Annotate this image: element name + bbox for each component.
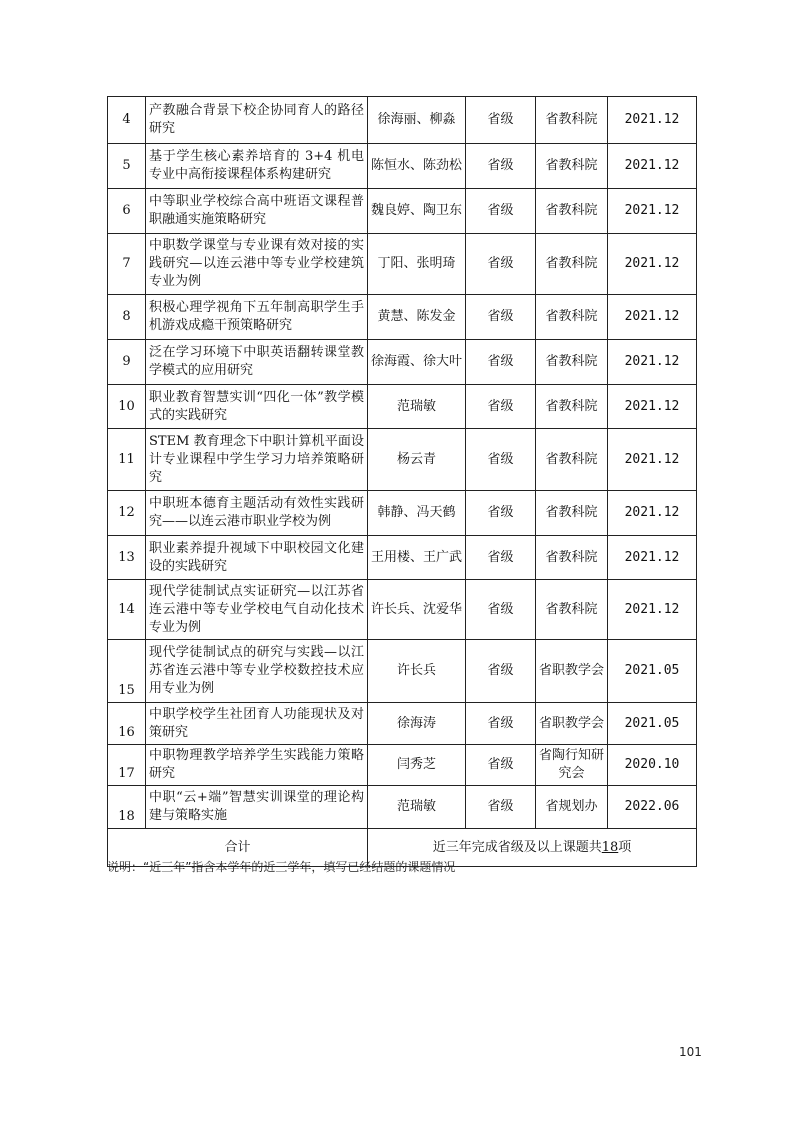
row-date: 2022.06 bbox=[608, 786, 697, 829]
row-people: 徐海霞、徐大叶 bbox=[368, 340, 466, 385]
summary-label: 合计 bbox=[108, 829, 368, 867]
row-title: 现代学徒制试点实证研究—以江苏省连云港中等专业学校电气自动化技术专业为例 bbox=[146, 580, 368, 640]
row-people: 黄慧、陈发金 bbox=[368, 295, 466, 340]
row-date: 2021.05 bbox=[608, 703, 697, 745]
row-org: 省教科院 bbox=[536, 385, 608, 429]
table-row bbox=[108, 340, 697, 385]
row-people: 许长兵 bbox=[368, 640, 466, 703]
table-row bbox=[108, 189, 697, 234]
row-date: 2021.12 bbox=[608, 97, 697, 144]
row-number: 5 bbox=[108, 144, 146, 189]
row-people: 徐海涛 bbox=[368, 703, 466, 745]
summary-text-after: 项 bbox=[618, 839, 632, 855]
row-title: 职业素养提升视域下中职校园文化建设的实践研究 bbox=[146, 536, 368, 580]
table-row bbox=[108, 144, 697, 189]
row-people: 徐海丽、柳淼 bbox=[368, 97, 466, 144]
page-number: 101 bbox=[679, 1045, 702, 1059]
row-org: 省教科院 bbox=[536, 189, 608, 234]
row-level: 省级 bbox=[466, 580, 536, 640]
row-date: 2021.12 bbox=[608, 536, 697, 580]
row-number: 13 bbox=[108, 536, 146, 580]
row-date: 2021.12 bbox=[608, 144, 697, 189]
table-row bbox=[108, 234, 697, 295]
row-number: 10 bbox=[108, 385, 146, 429]
row-org: 省教科院 bbox=[536, 429, 608, 491]
row-number: 15 bbox=[108, 640, 146, 703]
table-row bbox=[108, 429, 697, 491]
row-level: 省级 bbox=[466, 295, 536, 340]
row-people: 丁阳、张明琦 bbox=[368, 234, 466, 295]
row-people: 范瑞敏 bbox=[368, 385, 466, 429]
row-people: 魏良婷、陶卫东 bbox=[368, 189, 466, 234]
row-org: 省教科院 bbox=[536, 97, 608, 144]
row-number: 17 bbox=[108, 745, 146, 786]
row-level: 省级 bbox=[466, 786, 536, 829]
row-date: 2021.12 bbox=[608, 580, 697, 640]
row-title: 现代学徒制试点的研究与实践—以江苏省连云港中等专业学校数控技术应用专业为例 bbox=[146, 640, 368, 703]
row-number: 14 bbox=[108, 580, 146, 640]
row-level: 省级 bbox=[466, 536, 536, 580]
row-title: 中职学校学生社团育人功能现状及对策研究 bbox=[146, 703, 368, 745]
row-title: 泛在学习环境下中职英语翻转课堂教学模式的应用研究 bbox=[146, 340, 368, 385]
row-number: 4 bbox=[108, 97, 146, 144]
row-org: 省教科院 bbox=[536, 340, 608, 385]
row-org: 省教科院 bbox=[536, 580, 608, 640]
row-number: 16 bbox=[108, 703, 146, 745]
summary-count: 18 bbox=[601, 839, 619, 855]
row-people: 陈恒水、陈劲松 bbox=[368, 144, 466, 189]
row-level: 省级 bbox=[466, 385, 536, 429]
row-level: 省级 bbox=[466, 640, 536, 703]
row-org: 省教科院 bbox=[536, 536, 608, 580]
row-date: 2021.12 bbox=[608, 340, 697, 385]
row-title: 中职数学课堂与专业课有效对接的实践研究—以连云港中等专业学校建筑专业为例 bbox=[146, 234, 368, 295]
row-level: 省级 bbox=[466, 745, 536, 786]
row-title: 积极心理学视角下五年制高职学生手机游戏成瘾干预策略研究 bbox=[146, 295, 368, 340]
row-date: 2021.12 bbox=[608, 429, 697, 491]
row-title: 中等职业学校综合高中班语文课程普职融通实施策略研究 bbox=[146, 189, 368, 234]
row-title: 基于学生核心素养培育的 3+4 机电专业中高衔接课程体系构建研究 bbox=[146, 144, 368, 189]
footnote: 说明：“近三年”指含本学年的近三学年，填写已经结题的课题情况 bbox=[107, 860, 456, 874]
row-date: 2021.12 bbox=[608, 234, 697, 295]
row-number: 18 bbox=[108, 786, 146, 829]
table-row bbox=[108, 295, 697, 340]
summary-text-before: 近三年完成省级及以上课题共 bbox=[432, 839, 602, 855]
row-people: 王用楼、王广武 bbox=[368, 536, 466, 580]
row-date: 2021.12 bbox=[608, 491, 697, 536]
row-org: 省教科院 bbox=[536, 234, 608, 295]
table-row bbox=[108, 491, 697, 536]
row-org: 省教科院 bbox=[536, 295, 608, 340]
row-number: 7 bbox=[108, 234, 146, 295]
row-level: 省级 bbox=[466, 340, 536, 385]
table-row bbox=[108, 580, 697, 640]
row-people: 韩静、冯天鹤 bbox=[368, 491, 466, 536]
row-title: 产教融合背景下校企协同育人的路径研究 bbox=[146, 97, 368, 144]
row-level: 省级 bbox=[466, 144, 536, 189]
row-title: 中职物理教学培养学生实践能力策略研究 bbox=[146, 745, 368, 786]
row-people: 杨云青 bbox=[368, 429, 466, 491]
row-number: 8 bbox=[108, 295, 146, 340]
table-row bbox=[108, 786, 697, 829]
row-date: 2021.12 bbox=[608, 189, 697, 234]
row-title: 中职班本德育主题活动有效性实践研究——以连云港市职业学校为例 bbox=[146, 491, 368, 536]
row-org: 省陶行知研究会 bbox=[536, 745, 608, 786]
row-org: 省规划办 bbox=[536, 786, 608, 829]
row-title: 中职“云+端”智慧实训课堂的理论构建与策略实施 bbox=[146, 786, 368, 829]
row-level: 省级 bbox=[466, 189, 536, 234]
row-people: 范瑞敏 bbox=[368, 786, 466, 829]
row-number: 12 bbox=[108, 491, 146, 536]
row-org: 省教科院 bbox=[536, 144, 608, 189]
projects-table bbox=[107, 96, 697, 867]
table-row bbox=[108, 640, 697, 703]
row-org: 省教科院 bbox=[536, 491, 608, 536]
row-number: 9 bbox=[108, 340, 146, 385]
row-level: 省级 bbox=[466, 234, 536, 295]
row-date: 2020.10 bbox=[608, 745, 697, 786]
row-org: 省职教学会 bbox=[536, 703, 608, 745]
row-level: 省级 bbox=[466, 703, 536, 745]
row-number: 11 bbox=[108, 429, 146, 491]
row-title: STEM 教育理念下中职计算机平面设计专业课程中学生学习力培养策略研究 bbox=[146, 429, 368, 491]
row-date: 2021.05 bbox=[608, 640, 697, 703]
table-row bbox=[108, 97, 697, 144]
row-people: 许长兵、沈爱华 bbox=[368, 580, 466, 640]
row-date: 2021.12 bbox=[608, 385, 697, 429]
table-row bbox=[108, 703, 697, 745]
table-row bbox=[108, 385, 697, 429]
row-level: 省级 bbox=[466, 429, 536, 491]
row-people: 闫秀芝 bbox=[368, 745, 466, 786]
row-number: 6 bbox=[108, 189, 146, 234]
table-row bbox=[108, 745, 697, 786]
row-org: 省职教学会 bbox=[536, 640, 608, 703]
projects-table-body bbox=[108, 97, 697, 867]
table-row bbox=[108, 536, 697, 580]
row-level: 省级 bbox=[466, 491, 536, 536]
row-level: 省级 bbox=[466, 97, 536, 144]
row-date: 2021.12 bbox=[608, 295, 697, 340]
row-title: 职业教育智慧实训“四化一体”教学模式的实践研究 bbox=[146, 385, 368, 429]
